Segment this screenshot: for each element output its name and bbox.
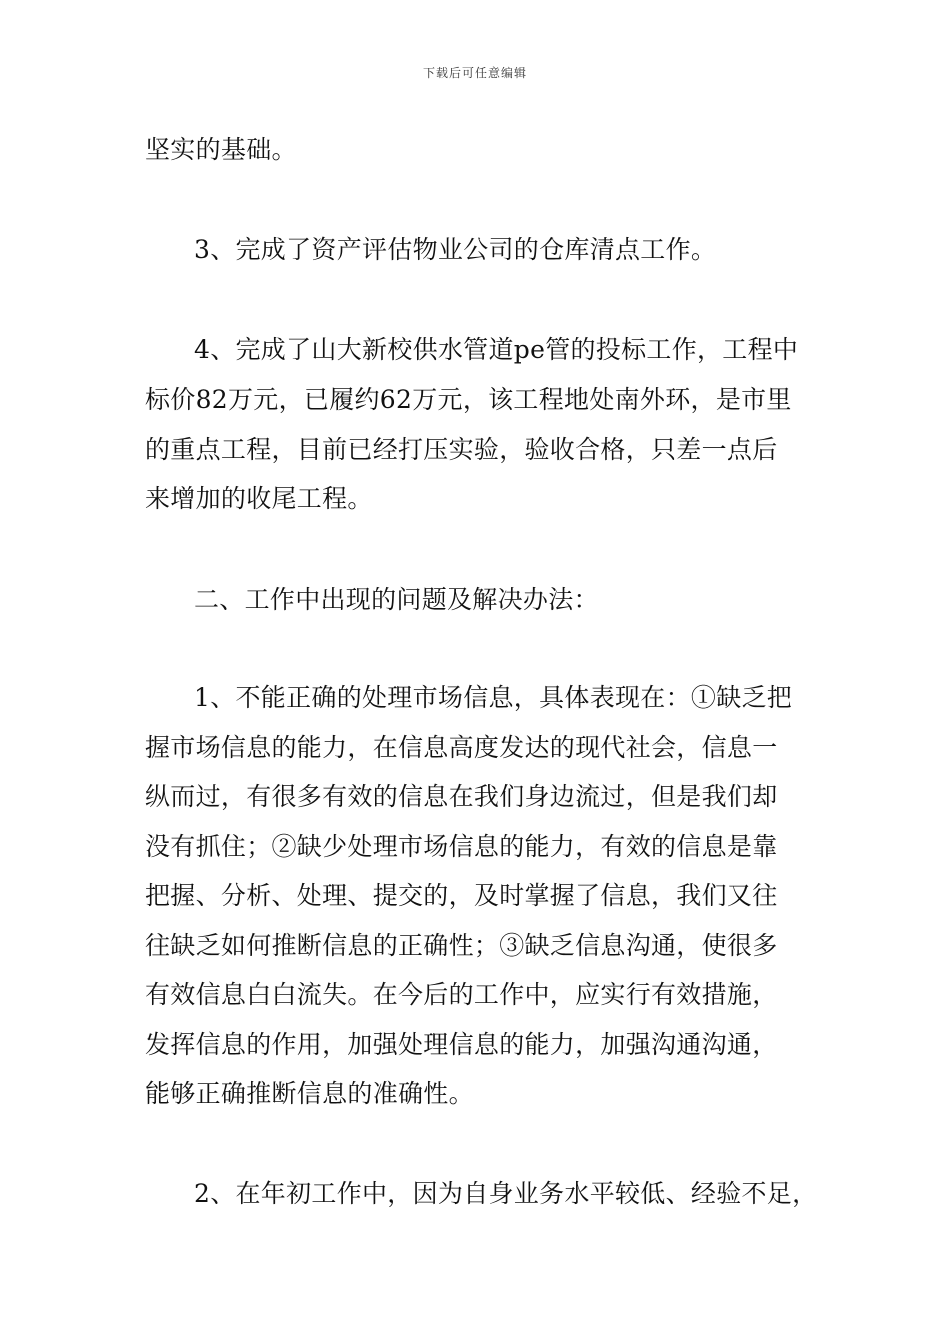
text-line: 往缺乏如何推断信息的正确性；③缺乏信息沟通，使很多 [145,931,778,960]
paragraph-line: 3、完成了资产评估物业公司的仓库清点工作。 [194,235,717,264]
paragraph-line: 2、在年初工作中，因为自身业务水平较低、经验不足， [194,1179,818,1208]
text-line: 纵而过，有很多有效的信息在我们身边流过，但是我们却 [145,782,778,811]
paragraph-line: 1、不能正确的处理市场信息，具体表现在：①缺乏把 [194,683,793,712]
text-line: 能够正确推断信息的准确性。 [145,1079,474,1108]
page-header: 下载后可任意编辑 [422,66,527,80]
text-line: 标价82万元，已履约62万元，该工程地处南外环，是市里 [145,385,792,414]
text-line: 没有抓住；②缺少处理市场信息的能力，有效的信息是靠 [145,832,778,861]
text-line: 的重点工程，目前已经打压实验，验收合格，只差一点后 [145,435,778,464]
text-line: 坚实的基础。 [145,135,297,164]
section-heading: 二、工作中出现的问题及解决办法： [194,585,599,614]
text-line: 发挥信息的作用，加强处理信息的能力，加强沟通沟通， [145,1030,778,1059]
paragraph-line: 4、完成了山大新校供水管道pe管的投标工作，工程中 [194,335,799,364]
text-line: 把握、分析、处理、提交的，及时掌握了信息，我们又往 [145,881,778,910]
text-line: 有效信息白白流失。在今后的工作中，应实行有效措施， [145,980,778,1009]
text-line: 握市场信息的能力，在信息高度发达的现代社会，信息一 [145,733,778,762]
text-line: 来增加的收尾工程。 [145,484,373,513]
